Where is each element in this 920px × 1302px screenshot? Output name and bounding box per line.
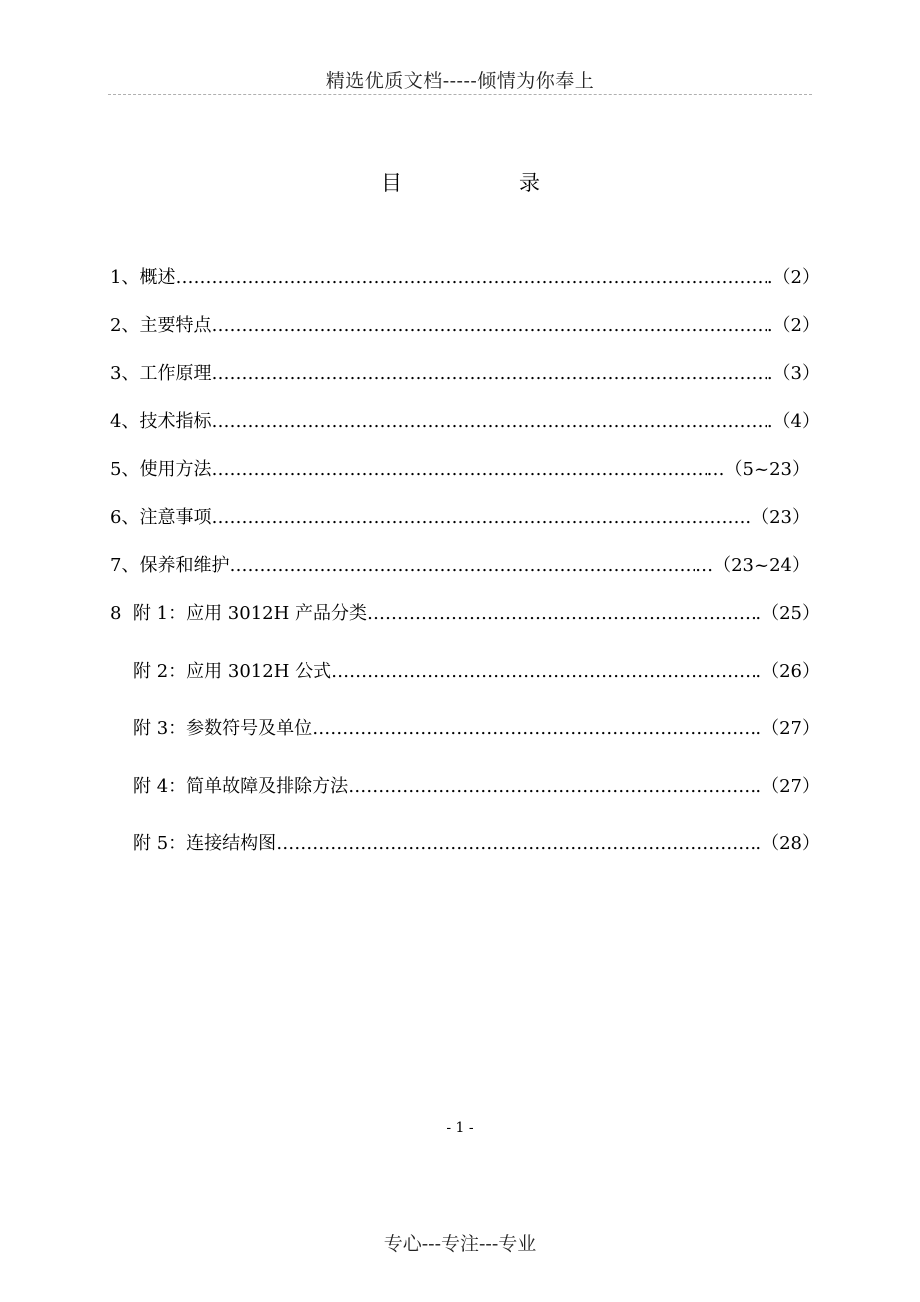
toc-entry [110,362,820,386]
toc-leader-dots [229,554,695,578]
toc-entry-label: 6、注意事项 [110,507,212,528]
toc-entry-page: .（4） [766,411,820,432]
toc-entry [110,266,820,290]
toc-leader-dots [276,832,755,856]
toc-title-part2: 录 [519,171,540,195]
toc-entry-label: 1、概述 [110,267,176,288]
toc-entry-label: 5、使用方法 [110,459,212,480]
toc-entry [133,717,820,741]
toc-entry-label: 2、主要特点 [110,315,212,336]
toc-entry [110,458,810,482]
toc-entry [110,554,810,578]
toc-leader-dots [211,458,706,482]
toc-entry-label: 4、技术指标 [110,411,212,432]
toc-entry-label: 7、保养和维护 [110,555,230,576]
toc-leader-dots [211,314,766,338]
toc-entry [133,832,820,856]
toc-leader-dots [348,775,755,799]
toc-leader-dots [211,362,766,386]
toc-entry-label: 3、工作原理 [110,363,212,384]
toc-entry-page: .（25） [755,603,820,624]
toc-entry-page: .（27） [755,718,820,739]
toc-entry-label: 附 3：参数符号及单位 [133,718,313,739]
toc-entry-page: .（26） [755,661,820,682]
header-text: 精选优质文档-----倾情为你奉上 [325,70,595,92]
toc-leader-dots [367,602,755,626]
toc-leader-dots [211,506,745,530]
footer-text: 专心---专注---专业 [383,1233,537,1255]
toc-leader-dots [312,717,755,741]
toc-entry-page: …（23~24） [695,555,810,576]
toc-entry [133,775,820,799]
toc-entry-label: 附 2：应用 3012H 公式 [133,661,332,682]
toc-entry-page: .（3） [766,363,820,384]
toc-entry-page: .（2） [766,267,820,288]
toc-leader-dots [211,410,766,434]
toc-entry [110,506,810,530]
toc-entry-page: .（23） [745,507,810,528]
toc-entry-page: …（5~23） [706,459,810,480]
toc-entry-label: 附 5：连接结构图 [133,833,277,854]
toc-leader-dots [331,660,755,684]
toc-entry [110,314,820,338]
toc-entry-page: .（28） [755,833,820,854]
toc-entry-page: .（2） [766,315,820,336]
toc-entry [110,602,820,626]
toc-entry [110,410,820,434]
page-number: - 1 - [446,1120,474,1136]
toc-entry [133,660,820,684]
toc-entry-label: 附 4：简单故障及排除方法 [133,776,349,797]
toc-entry-page: .（27） [755,776,820,797]
toc-entry-label: 8 附 1：应用 3012H 产品分类 [110,603,368,624]
toc-title-part1: 目 [381,171,402,195]
toc-leader-dots [175,266,766,290]
